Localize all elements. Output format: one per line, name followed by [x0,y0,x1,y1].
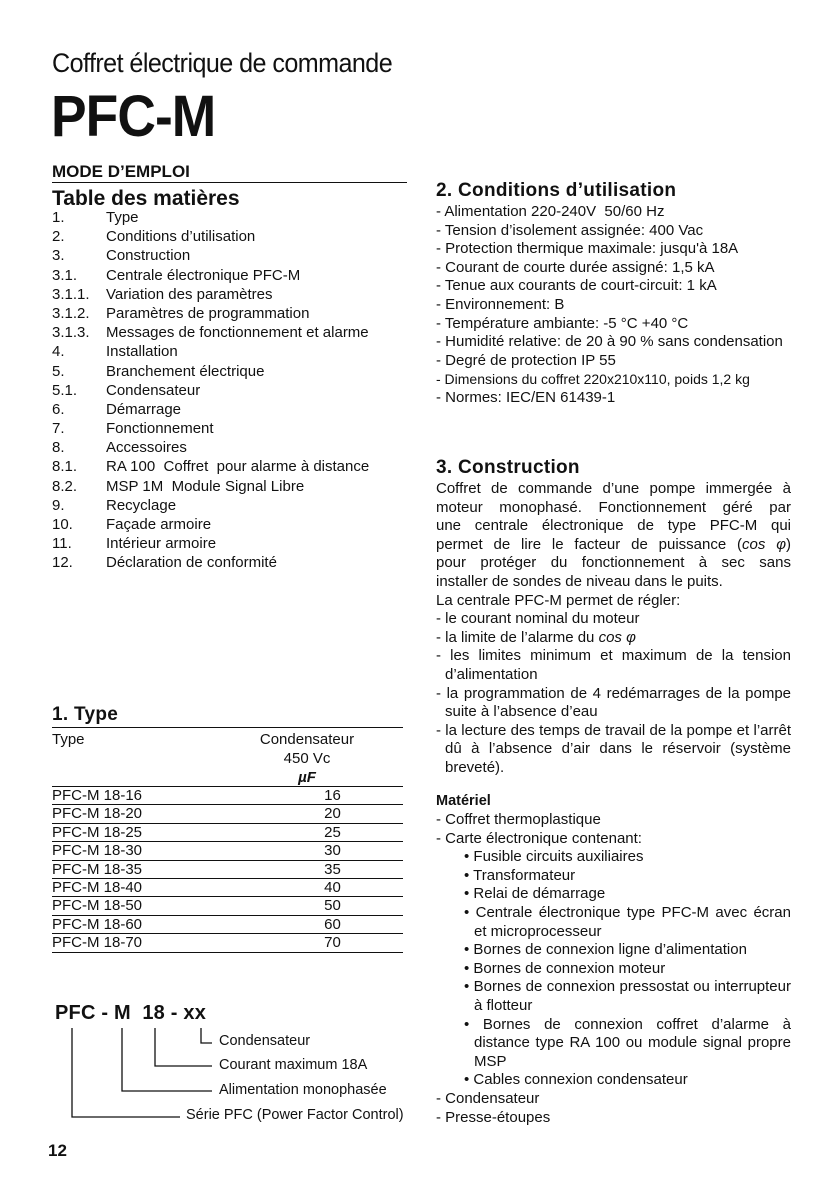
legend-line-capacitor [201,1028,212,1043]
toc-item [52,553,412,572]
condition-line: - Environnement: B [436,295,565,313]
materiel-bullet: • Bornes de connexion moteur [464,959,666,977]
conditions-list [436,203,791,408]
table-row [52,916,403,934]
toc-label: RA 100 Coffret pour alarme à distance [106,458,370,476]
toc-number: 3.1.1. [52,285,90,303]
toc-label: Variation des paramètres [106,285,273,303]
toc-label: MSP 1M Module Signal Libre [106,477,305,495]
toc-label: Accessoires [106,439,187,457]
legend-capacitor: Condensateur [219,1033,311,1049]
condition-line: - Tension d’isolement assignée: 400 Vac [436,221,704,239]
toc-item [52,477,412,496]
materiel-bullet: • Bornes de connexion ligne d’alimentation [464,941,747,959]
construction-line-cos [436,536,791,555]
toc-label: Recyclage [106,496,177,514]
capacitance-cell: 60 [324,915,341,933]
table-row [52,861,403,879]
toc-number: 9. [52,496,65,514]
table-row [52,934,403,952]
type-cell: PFC-M 18-25 [52,823,143,841]
page-number: 12 [48,1141,67,1160]
document-title: PFC-M [51,84,216,149]
toc-number: 3.1. [52,266,78,284]
toc-label: Condensateur [106,381,201,399]
type-heading: 1. Type [52,704,119,725]
toc-item [52,208,412,227]
materiel-bullet: • Bornes de connexion coffret d’alarme à distance type RA 100 ou module signal propre MSP [464,1015,791,1070]
mode-divider [52,182,407,183]
construction-item: - les limites minimum et maximum de la tension d’alimentation [436,647,791,683]
type-table-top-rule [52,727,403,728]
document-subtitle: Coffret électrique de commande [52,48,393,78]
capacitor-voltage-header: 450 Vc [283,750,331,767]
toc-item [52,381,412,400]
toc-label: Intérieur armoire [106,535,217,553]
capacitance-cell: 16 [324,787,341,804]
toc-item [52,227,412,246]
code-part-rating: 18 - xx [142,1002,207,1024]
capacitance-cell: 70 [324,934,341,952]
toc-number: 8.2. [52,477,78,495]
toc-item [52,400,412,419]
toc-number: 5. [52,362,65,380]
materiel-bullet: • Cables connexion condensateur [464,1071,688,1089]
toc-number: 12. [52,554,73,572]
type-cell: PFC-M 18-70 [52,934,143,952]
capacitance-cell: 40 [324,878,341,896]
toc-item [52,362,412,381]
toc-item [52,266,412,285]
toc-label: Installation [106,343,178,361]
toc-number: 3.1.2. [52,304,90,322]
construction-item [436,629,791,648]
toc-number: 6. [52,400,65,418]
construction-text: - la limite de l’alarme du [436,628,599,646]
toc-title: Table des matières [52,187,240,210]
capacitance-cell: 20 [324,805,341,823]
materiel-line: - Coffret thermoplastique [436,811,601,828]
toc-label: Centrale électronique PFC-M [106,266,301,284]
type-cell: PFC-M 18-50 [52,897,143,915]
legend-current: Courant maximum 18A [219,1057,368,1073]
table-row [52,824,403,842]
toc-item [52,246,412,265]
toc-label: Déclaration de conformité [106,554,277,572]
toc-item [52,496,412,515]
condition-line: - Normes: IEC/EN 61439-1 [436,388,616,406]
construction-item: - le courant nominal du moteur [436,610,640,628]
condition-line: - Degré de protection IP 55 [436,351,616,369]
construction-line: installer de sondes de niveau dans le puits. [436,572,723,590]
table-row [52,842,403,860]
materiel-bullet: • Bornes de connexion pressostat ou interrupteur à flotteur [464,978,791,1014]
type-table [52,787,403,953]
toc-number: 4. [52,343,65,361]
construction-line: moteur monophasé. Fonctionnement géré par [436,498,791,516]
type-cell: PFC-M 18-16 [52,787,143,804]
materiel-bullet: • Transformateur [464,866,576,884]
construction-line: Coffret de commande d’une pompe immergée à [436,480,791,497]
capacitor-column-header: Condensateur [259,731,355,748]
toc-item [52,438,412,457]
toc-label: Façade armoire [106,516,212,533]
materiel-line: - Condensateur [436,1089,540,1107]
toc-number: 1. [52,209,65,226]
toc-item [52,419,412,438]
code-part-series: PFC - M [55,1002,131,1024]
toc-item [52,515,412,534]
materiel-list [436,811,791,1127]
table-row [52,897,403,915]
toc-item [52,457,412,476]
toc-number: 3. [52,247,65,265]
type-cell: PFC-M 18-40 [52,878,143,896]
code-designation [55,1002,206,1025]
construction-line: une centrale électronique de type PFC-M qui [436,517,791,535]
condition-line: - Protection thermique maximale: jusqu'à 18A [436,240,739,258]
toc-label: Type [106,209,139,226]
toc-number: 8.1. [52,458,78,476]
capacitor-unit-header: µF [298,769,316,786]
capacitance-cell: 30 [324,842,341,860]
legend-line-current [155,1028,212,1066]
toc-number: 10. [52,516,73,533]
cos-phi-symbol: cos φ [742,535,786,553]
legend-series: Série PFC (Power Factor Control) [186,1107,404,1123]
condition-line: - Courant de courte durée assigné: 1,5 kA [436,258,715,276]
table-row [52,879,403,897]
legend-supply: Alimentation monophasée [219,1082,387,1098]
condition-line: - Alimentation 220-240V 50/60 Hz [436,203,665,220]
materiel-bullet: • Relai de démarrage [464,885,606,903]
type-cell: PFC-M 18-60 [52,915,143,933]
type-cell: PFC-M 18-20 [52,805,143,823]
toc-number: 5.1. [52,381,78,399]
capacitance-cell: 35 [324,860,341,878]
table-row [52,787,403,805]
materiel-bullet: • Centrale électronique type PFC-M avec écran et microprocesseur [464,903,791,940]
materiel-bullet: • Fusible circuits auxiliaires [464,848,644,866]
type-column-header: Type [52,731,85,748]
toc-label: Conditions d’utilisation [106,228,256,246]
toc-item [52,285,412,304]
toc-label: Branchement électrique [106,362,265,380]
toc-item [52,534,412,553]
table-row [52,805,403,823]
capacitance-cell: 25 [324,823,341,841]
materiel-line: - Carte électronique contenant: [436,829,642,847]
materiel-line: - Presse-étoupes [436,1108,551,1126]
construction-text: permet de lire le facteur de puissance ( [436,535,743,553]
construction-intro: La centrale PFC-M permet de régler: [436,591,681,609]
toc-number: 7. [52,420,65,438]
capacitance-cell: 50 [324,897,341,915]
legend-line-series [72,1028,180,1117]
construction-heading: 3. Construction [436,457,580,478]
type-cell: PFC-M 18-35 [52,860,143,878]
cos-phi-symbol: cos φ [598,628,636,646]
toc-number: 8. [52,439,65,457]
construction-item: - la programmation de 4 redémarrages de la pompe suite à l’absence d’eau [436,684,791,721]
toc-item [52,323,412,342]
construction-text: ) [786,535,791,553]
type-cell: PFC-M 18-30 [52,842,143,860]
construction-body [436,480,791,778]
toc-number: 3.1.3. [52,324,90,342]
toc-item [52,304,412,323]
conditions-heading: 2. Conditions d’utilisation [436,180,677,201]
construction-item: - la lecture des temps de travail de la pompe et l’arrêt dû à l’absence d’air dans le réservoir (système breveté). [436,721,791,776]
toc-label: Paramètres de programmation [106,304,310,322]
construction-line: pour protéger du fonctionnement à sec sans [436,554,791,572]
toc-label: Construction [106,247,191,265]
condition-line: - Dimensions du coffret 220x210x110, poids 1,2 kg [436,371,750,388]
condition-line: - Tenue aux courants de court-circuit: 1 kA [436,277,717,295]
toc-label: Démarrage [106,400,182,418]
condition-line: - Humidité relative: de 20 à 90 % sans condensation [436,333,783,351]
table-of-contents [52,208,412,573]
toc-label: Fonctionnement [106,420,214,438]
toc-number: 11. [52,535,72,553]
toc-number: 2. [52,228,65,246]
mode-heading: MODE D’EMPLOI [52,162,190,181]
materiel-heading: Matériel [436,793,491,809]
toc-label: Messages de fonctionnement et alarme [106,324,369,342]
toc-item [52,342,412,361]
legend-line-supply [122,1028,212,1091]
condition-line: - Température ambiante: -5 °C +40 °C [436,314,689,332]
